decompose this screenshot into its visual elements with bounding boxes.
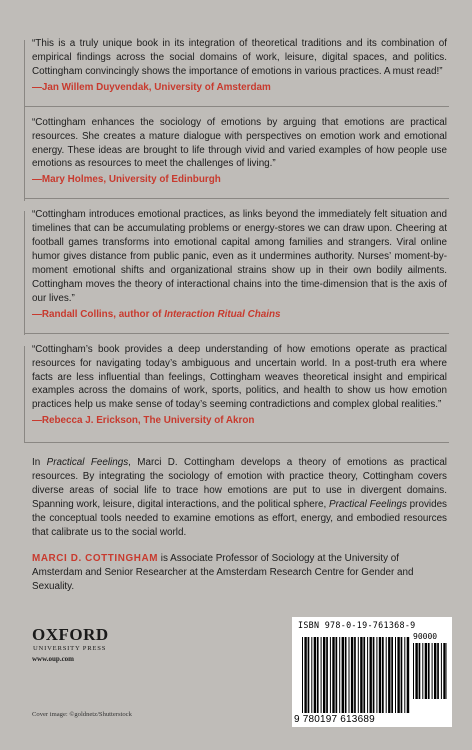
description-text: , Marci D. Cottingham develops a theory of emotions as practical resources. By integrating the sociology of emotion with practice theory, Cottingham covers diverse areas of social life to trace how emotions are put to use in divergent domains. Spanning work, leisure, digital interactions, and the political sphere,	[32, 457, 448, 510]
endorsement-attribution: —Mary Holmes, University of Edinburgh	[32, 174, 221, 186]
barcode-bar	[443, 643, 445, 699]
ean-barcode-bars	[302, 637, 410, 713]
attribution-prefix: —Randall Collins, author of	[32, 308, 165, 320]
barcode-bar	[336, 637, 338, 713]
barcode-bar	[373, 637, 375, 713]
barcode-bar	[415, 643, 417, 699]
barcode-bar	[326, 637, 328, 713]
book-description	[32, 456, 447, 539]
barcode-bar	[401, 637, 403, 713]
ean-number: 9 780197 613689	[294, 714, 375, 725]
quote-rule	[24, 346, 25, 442]
endorsement-4	[32, 343, 447, 429]
barcode-bar	[441, 643, 442, 699]
barcode-bar	[413, 643, 414, 699]
quote-rule	[24, 40, 25, 122]
barcode-bar	[349, 637, 350, 713]
quote-rule	[24, 119, 25, 201]
divider	[24, 333, 449, 334]
author-bio-text: is Associate Professor of Sociology at the University of Amsterdam and Senior Researcher at the Amsterdam Research Centre for Gender and Sexuality.	[32, 552, 414, 592]
cover-credit: Cover image: ©goldnetz/Shutterstock	[32, 711, 132, 718]
quote-rule	[24, 211, 25, 335]
book-title: Practical Feelings	[46, 457, 129, 469]
price-code: 90000	[413, 632, 438, 641]
barcode-bar	[388, 637, 390, 713]
barcode-bar	[314, 637, 316, 713]
barcode-bar	[437, 643, 439, 699]
barcode-bar	[425, 643, 427, 699]
publisher-logo	[32, 626, 109, 653]
barcode-bar	[376, 637, 377, 713]
endorsement-quote: “This is a truly unique book in its integration of theoretical traditions and its combination of empirical findings across the social domains of work, leisure, digital spaces, and politics. Cottingham convincingly shows the importance of emotions in various practices. A must read!”	[32, 38, 447, 77]
barcode-bar	[382, 637, 384, 713]
barcode-bar	[339, 637, 340, 713]
barcode-bar	[358, 637, 359, 713]
book-title: Practical Feelings	[328, 498, 407, 510]
divider	[24, 198, 449, 199]
barcode-bar	[428, 643, 430, 699]
barcode-bar	[330, 637, 331, 713]
barcode-bar	[434, 643, 436, 699]
divider	[24, 442, 449, 443]
endorsement-quote: “Cottingham introduces emotional practices, as links beyond the immediately felt situation and timelines that can be accumulating problems or energy-stores we can draw upon. Cheering at football games transforms into emotional capital among families and strangers. Viral online humor gives distance from public panic, even as it undermines authority. Nurses’ moment-by-moment emotional shifts and organizational strains show up in their own bodily ailments. Cottingham moves the theory of interactional chains into the time-dimension that is the axis of our lives.”	[32, 209, 447, 304]
barcode-bar	[342, 637, 344, 713]
barcode-bar	[351, 637, 353, 713]
publisher-subtitle: UNIVERSITY PRESS	[33, 645, 107, 652]
endorsement-3	[32, 208, 447, 321]
description-text: provides the conceptual tools needed to examine emotions as effort, energy, and embodied resources that calibrate us to the social world.	[32, 498, 447, 538]
endorsement-attribution	[32, 308, 447, 322]
barcode-bar	[311, 637, 312, 713]
barcode-bar	[379, 637, 381, 713]
divider	[24, 106, 449, 107]
author-name: MARCI D. COTTINGHAM	[32, 552, 159, 564]
barcode-bar	[304, 637, 306, 713]
publisher-name: OXFORD	[32, 625, 109, 644]
barcode-bar	[422, 643, 423, 699]
barcode-bar	[407, 637, 409, 713]
publisher-url: www.oup.com	[32, 655, 75, 663]
endorsement-attribution: —Jan Willem Duyvendak, University of Amsterdam	[32, 81, 271, 93]
barcode-bar	[302, 637, 303, 713]
barcode-bar	[360, 637, 362, 713]
endorsement-quote: “Cottingham enhances the sociology of emotions by arguing that emotions are practical resources. She creates a mature dialogue with perspectives on emotion work and emotional energy. These ideas are brought to life through vivid and varied examples of how people use emotions as resources to meet the challenges of living.”	[32, 116, 447, 170]
addon-barcode-bars	[413, 643, 447, 699]
barcode-bar	[432, 643, 433, 699]
barcode-bar	[404, 637, 405, 713]
author-bio	[32, 552, 447, 594]
attribution-book-title: Interaction Ritual Chains	[164, 308, 281, 320]
barcode-bar	[447, 643, 448, 699]
endorsement-2	[32, 116, 447, 188]
barcode	[292, 617, 452, 727]
barcode-bar	[419, 643, 421, 699]
isbn-text: ISBN 978-0-19-761368-9	[298, 620, 416, 630]
barcode-bar	[321, 637, 322, 713]
barcode-bar	[367, 637, 368, 713]
endorsement-1	[32, 37, 447, 95]
barcode-bar	[397, 637, 399, 713]
endorsement-attribution: —Rebecca J. Erickson, The University of Akron	[32, 415, 255, 427]
barcode-bar	[354, 637, 356, 713]
description-text: In	[32, 457, 47, 469]
barcode-bar	[317, 637, 319, 713]
barcode-bar	[323, 637, 325, 713]
barcode-bar	[308, 637, 310, 713]
barcode-bar	[332, 637, 334, 713]
back-cover-text	[32, 37, 447, 594]
barcode-bar	[391, 637, 393, 713]
endorsement-quote: “Cottingham’s book provides a deep understanding of how emotions operate as practical resources for navigating today’s ambiguous and uncertain world. In a post-truth era where facts are less influential than feelings, Cottingham weaves theoretical insight and empirical examples across the domains of work, sports, politics, and health to show us how emotion practices help us make sense of today’s seeming contradictions and complex global realities.”	[32, 343, 447, 411]
barcode-bar	[386, 637, 387, 713]
barcode-bar	[363, 637, 365, 713]
barcode-bar	[345, 637, 347, 713]
barcode-bar	[395, 637, 396, 713]
barcode-bar	[370, 637, 372, 713]
